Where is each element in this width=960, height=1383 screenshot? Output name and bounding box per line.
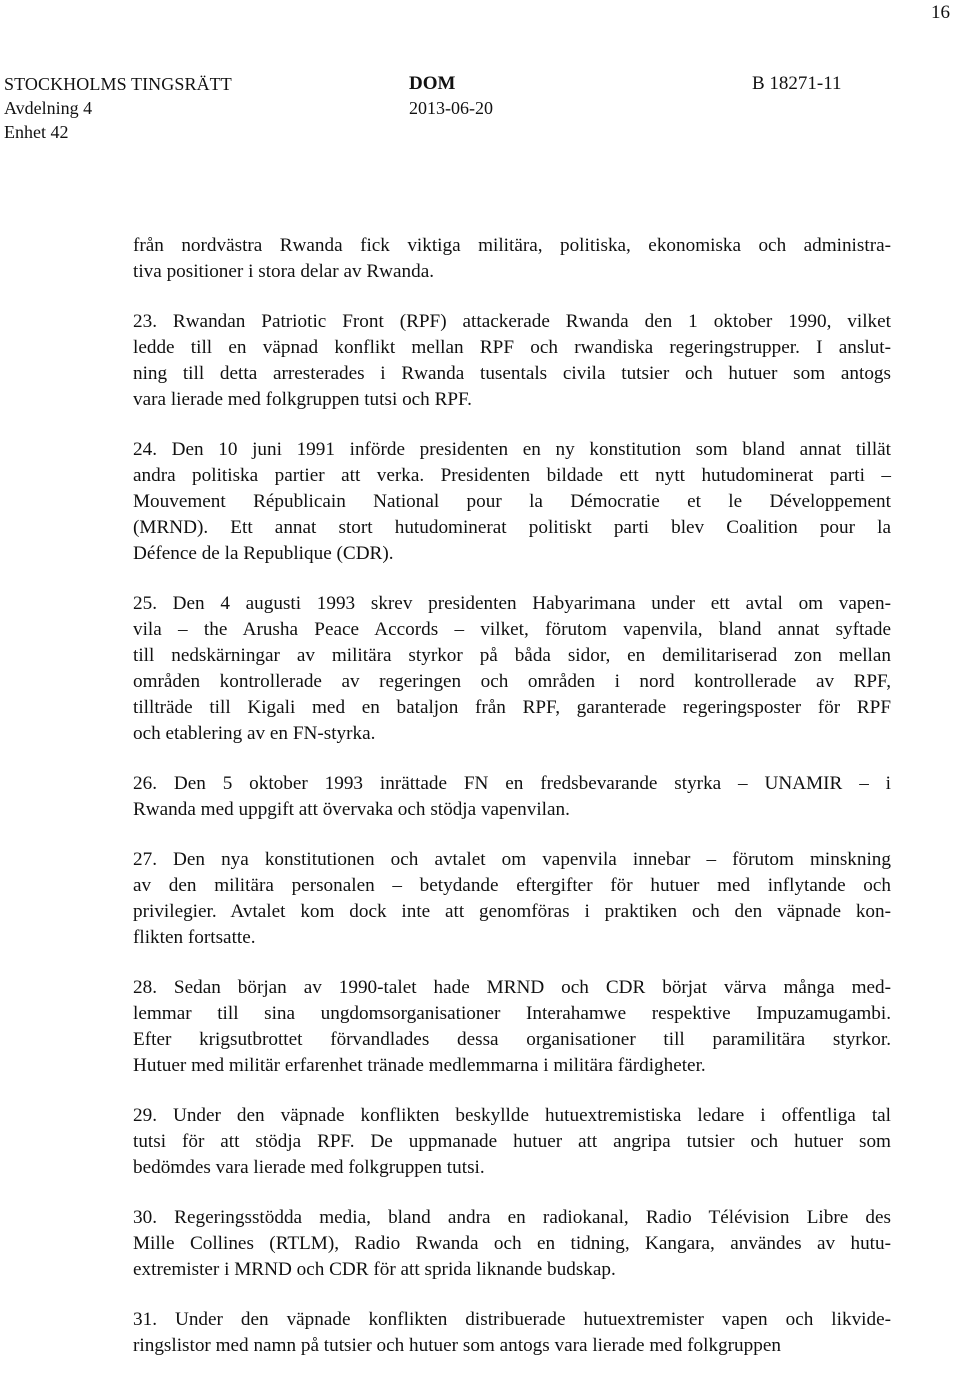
paragraph-line: 23. Rwandan Patriotic Front (RPF) attackerade Rwanda den 1 oktober 1990, vilket xyxy=(133,311,891,332)
paragraph-line: Mille Collines (RTLM), Radio Rwanda och en tidning, Kangara, användes av hutu- xyxy=(133,1233,891,1254)
paragraph-line: (MRND). Ett annat stort hutudominerat politiskt parti blev Coalition pour la xyxy=(133,517,891,538)
paragraph-line: 29. Under den väpnade konflikten beskyllde hutuextremistiska ledare i offentliga tal xyxy=(133,1105,891,1126)
paragraph-line: 27. Den nya konstitutionen och avtalet om vapenvila innebar – förutom minskning xyxy=(133,849,891,870)
document-type: DOM xyxy=(409,73,456,94)
paragraph-line: bedömdes vara lierade med folkgruppen tutsi. xyxy=(133,1157,485,1178)
court-header xyxy=(4,72,232,144)
paragraph xyxy=(133,975,891,1079)
paragraph-line: Rwanda med uppgift att övervaka och stödja vapenvilan. xyxy=(133,799,570,820)
case-header xyxy=(752,72,842,96)
paragraph-line: Mouvement Républicain National pour la Démocratie et le Développement xyxy=(133,491,891,512)
paragraph-line: till nedskärningar av militära styrkor på båda sidor, en demilitariserad zon mellan xyxy=(133,645,891,666)
paragraph-line: vila – the Arusha Peace Accords – vilket, förutom vapenvila, bland annat syftade xyxy=(133,619,891,640)
paragraph xyxy=(133,1307,891,1359)
court-name: STOCKHOLMS TINGSRÄTT xyxy=(4,74,232,94)
paragraph-line: från nordvästra Rwanda fick viktiga militära, politiska, ekonomiska och administra- xyxy=(133,235,891,256)
paragraph xyxy=(133,591,891,747)
paragraph xyxy=(133,1103,891,1181)
paragraph-line: extremister i MRND och CDR för att sprida liknande budskap. xyxy=(133,1259,616,1280)
paragraph-line: andra politiska partier att verka. Presidenten bildade ett nytt hutudominerat parti – xyxy=(133,465,891,486)
paragraph-line: vara lierade med folkgruppen tutsi och RPF. xyxy=(133,389,472,410)
case-number: B 18271-11 xyxy=(752,73,842,94)
paragraph-line: flikten fortsatte. xyxy=(133,927,256,948)
paragraph-line: Hutuer med militär erfarenhet tränade medlemmarna i militära färdigheter. xyxy=(133,1055,706,1076)
paragraph xyxy=(133,771,891,823)
paragraph xyxy=(133,309,891,413)
paragraph-line: 26. Den 5 oktober 1993 inrättade FN en fredsbevarande styrka – UNAMIR – i xyxy=(133,773,891,794)
paragraph-line: ledde till en väpnad konflikt mellan RPF och rwandiska regeringstrupper. I anslut- xyxy=(133,337,891,358)
paragraph-line: 31. Under den väpnade konflikten distribuerade hutuextremister vapen och likvide- xyxy=(133,1309,891,1330)
paragraph-line: Défence de la Republique (CDR). xyxy=(133,543,394,564)
paragraph xyxy=(133,233,891,285)
paragraph-line: tutsi för att stödja RPF. De uppmanade hutuer att angripa tutsier och hutuer som xyxy=(133,1131,891,1152)
paragraph xyxy=(133,437,891,567)
paragraph-line: privilegier. Avtalet kom dock inte att genomföras i praktiken och den väpnade kon- xyxy=(133,901,891,922)
paragraph xyxy=(133,847,891,951)
paragraph-line: tiva positioner i stora delar av Rwanda. xyxy=(133,261,435,282)
paragraph-line: 24. Den 10 juni 1991 införde presidenten en ny konstitution som bland annat tillät xyxy=(133,439,891,460)
paragraph-line: ning till detta arresterades i Rwanda tusentals civila tutsier och hutuer som antogs xyxy=(133,363,891,384)
paragraph-line: av den militära personalen – betydande eftergifter för hutuer med inflytande och xyxy=(133,875,891,896)
paragraph xyxy=(133,1205,891,1283)
paragraph-line: 28. Sedan början av 1990-talet hade MRND och CDR börjat värva många med- xyxy=(133,977,891,998)
paragraph-line: områden kontrollerade av regeringen och områden i nord kontrollerade av RPF, xyxy=(133,671,891,692)
paragraph-line: lemmar till sina ungdomsorganisationer Interahamwe respektive Impuzamugambi. xyxy=(133,1003,891,1024)
document-body xyxy=(133,233,891,1383)
document-header xyxy=(409,72,493,120)
paragraph-line: Efter krigsutbrottet förvandlades dessa organisationer till paramilitära styrkor. xyxy=(133,1029,891,1050)
paragraph-line: 25. Den 4 augusti 1993 skrev presidenten Habyarimana under ett avtal om vapen- xyxy=(133,593,891,614)
paragraph-line: 30. Regeringsstödda media, bland andra en radiokanal, Radio Télévision Libre des xyxy=(133,1207,891,1228)
division-label: Avdelning 4 xyxy=(4,98,93,118)
page-number: 16 xyxy=(931,2,950,23)
paragraph-line: och etablering av en FN-styrka. xyxy=(133,723,376,744)
unit-label: Enhet 42 xyxy=(4,122,69,142)
document-date: 2013-06-20 xyxy=(409,98,493,118)
paragraph-line: tillträde till Kigali med en bataljon från RPF, garanterade regeringsposter för RPF xyxy=(133,697,891,718)
paragraph-line: ringslistor med namn på tutsier och hutuer som antogs vara lierade med folkgruppen xyxy=(133,1335,781,1356)
